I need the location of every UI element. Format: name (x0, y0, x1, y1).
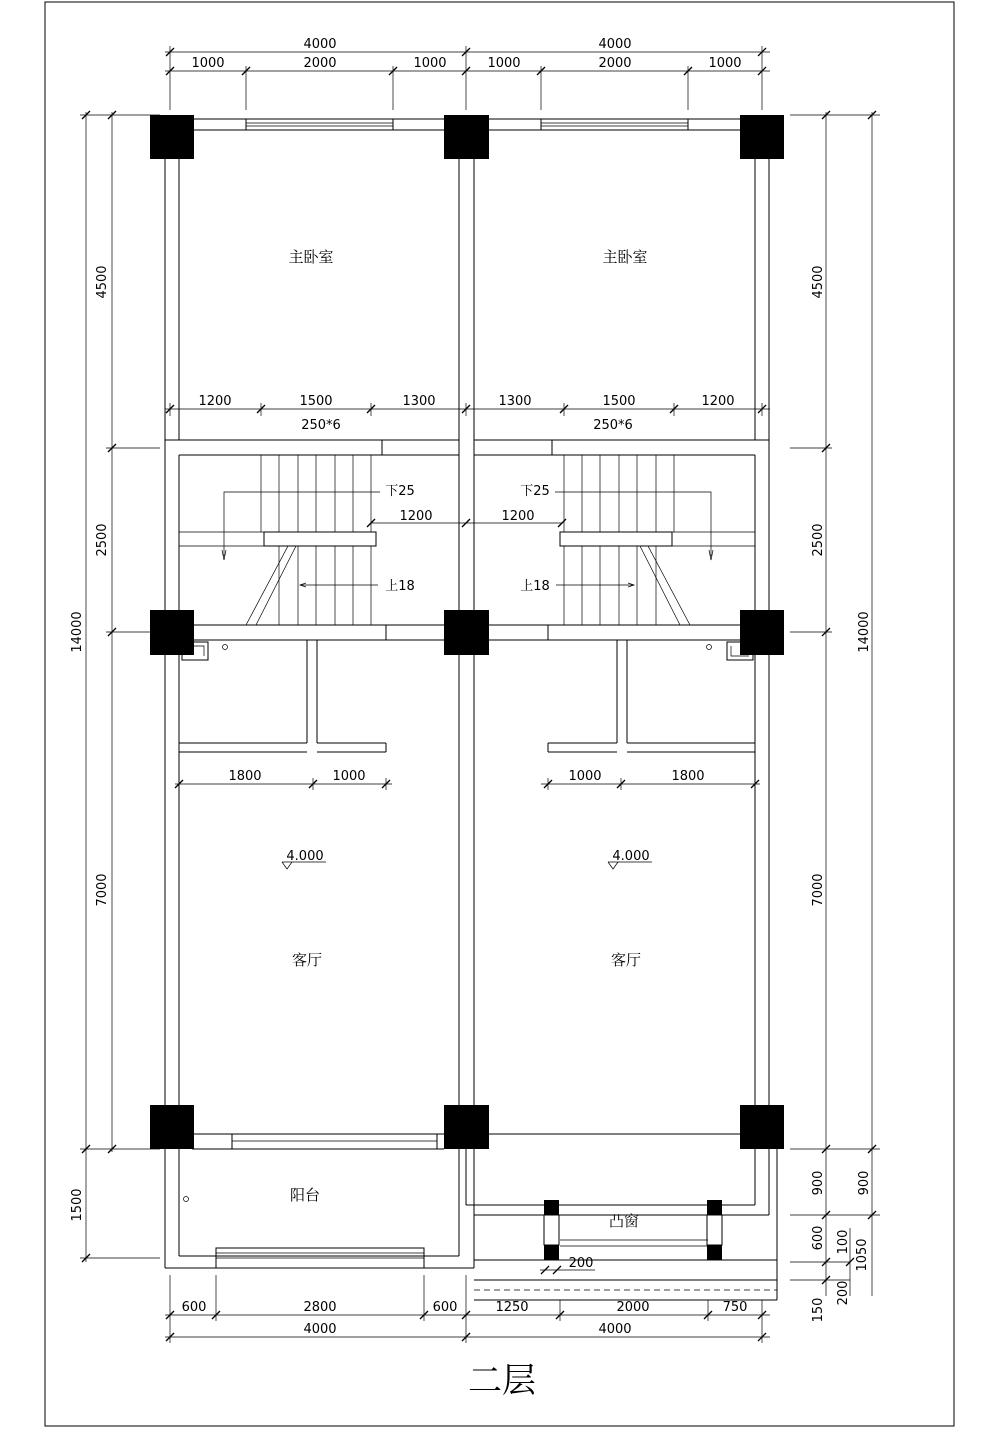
stair-note-right: 250*6 (593, 418, 633, 433)
elevation-right (608, 849, 652, 869)
column (444, 1105, 489, 1149)
room-label-living-left: 客厅 (291, 951, 323, 969)
right-dim-200: 200 (836, 1280, 851, 1306)
right-dimensions (790, 111, 880, 1322)
mid-dimensions (165, 394, 770, 527)
column (444, 115, 489, 159)
column (740, 610, 784, 655)
mid-dim-l2: 1500 (299, 394, 333, 409)
elevation-label-right: 4.000 (612, 849, 650, 864)
top-total-left: 4000 (303, 37, 337, 52)
right-dim-100: 100 (836, 1229, 851, 1255)
column (740, 115, 784, 159)
bottom-seg-l3: 600 (432, 1300, 458, 1315)
elevation-left (282, 849, 326, 869)
right-dim-150: 150 (811, 1297, 826, 1323)
elevation-label-left: 4.000 (286, 849, 324, 864)
windows (216, 119, 708, 1268)
top-seg-l1: 1000 (191, 56, 225, 71)
left-dim-4500: 4500 (95, 265, 110, 299)
lower-dim-l1: 1800 (228, 769, 262, 784)
top-total-right: 4000 (598, 37, 632, 52)
mid-dim-l3: 1300 (402, 394, 436, 409)
top-dimensions (165, 37, 770, 110)
drawing-title: 二层 (468, 1361, 536, 1401)
lower-dim-r1: 1000 (568, 769, 602, 784)
landing-dim-left: 1200 (399, 509, 433, 524)
bay-window-gap: 200 (568, 1256, 594, 1271)
right-dim-4500: 4500 (811, 265, 826, 299)
stair-up-left: 上18 (385, 579, 415, 594)
right-dim-900: 900 (811, 1170, 826, 1196)
stair-left (179, 455, 380, 625)
lower-dim-r2: 1800 (671, 769, 705, 784)
left-dim-2500: 2500 (95, 523, 110, 557)
top-seg-r3: 1000 (708, 56, 742, 71)
stair-right (555, 455, 755, 625)
right-outer-900: 900 (857, 1170, 872, 1196)
left-total-14000: 14000 (70, 611, 85, 653)
left-dim-1500: 1500 (70, 1188, 85, 1222)
bottom-dimensions (165, 1275, 770, 1343)
room-label-balcony: 阳台 (289, 1186, 321, 1204)
left-dim-7000: 7000 (95, 873, 110, 907)
room-label-living-right: 客厅 (610, 951, 642, 969)
lower-dim-l2: 1000 (332, 769, 366, 784)
column (150, 610, 194, 655)
right-outer-1050: 1050 (855, 1238, 870, 1272)
left-dimensions (70, 111, 160, 1262)
room-label-master-bedroom-left: 主卧室 (288, 248, 334, 266)
columns (150, 115, 784, 1260)
bottom-total-right: 4000 (598, 1322, 632, 1337)
mid-dim-l1: 1200 (198, 394, 232, 409)
bottom-seg-r1: 1250 (495, 1300, 529, 1315)
column (150, 115, 194, 159)
landing-dim-right: 1200 (501, 509, 535, 524)
bottom-seg-r2: 2000 (616, 1300, 650, 1315)
top-seg-l2: 2000 (303, 56, 337, 71)
stair-down-right: 下25 (520, 484, 550, 499)
bottom-seg-r3: 750 (722, 1300, 748, 1315)
room-label-bay-window: 凸窗 (608, 1212, 640, 1230)
top-seg-r2: 2000 (598, 56, 632, 71)
stair-note-left: 250*6 (301, 418, 341, 433)
room-label-master-bedroom-right: 主卧室 (602, 248, 648, 266)
column (150, 1105, 194, 1149)
stair-down-left: 下25 (385, 484, 415, 499)
lower-dimensions (175, 769, 760, 790)
right-dim-600: 600 (811, 1225, 826, 1251)
bottom-seg-l1: 600 (181, 1300, 207, 1315)
stair-up-right: 上18 (520, 579, 550, 594)
right-dim-2500: 2500 (811, 523, 826, 557)
column (444, 610, 489, 655)
column (740, 1105, 784, 1149)
mid-dim-r2: 1500 (602, 394, 636, 409)
right-total-14000: 14000 (857, 611, 872, 653)
right-dim-7000: 7000 (811, 873, 826, 907)
mid-dim-r3: 1200 (701, 394, 735, 409)
sheet-border (45, 2, 954, 1426)
top-seg-l3: 1000 (413, 56, 447, 71)
mid-dim-r1: 1300 (498, 394, 532, 409)
top-seg-r1: 1000 (487, 56, 521, 71)
bottom-seg-l2: 2800 (303, 1300, 337, 1315)
bottom-total-left: 4000 (303, 1322, 337, 1337)
